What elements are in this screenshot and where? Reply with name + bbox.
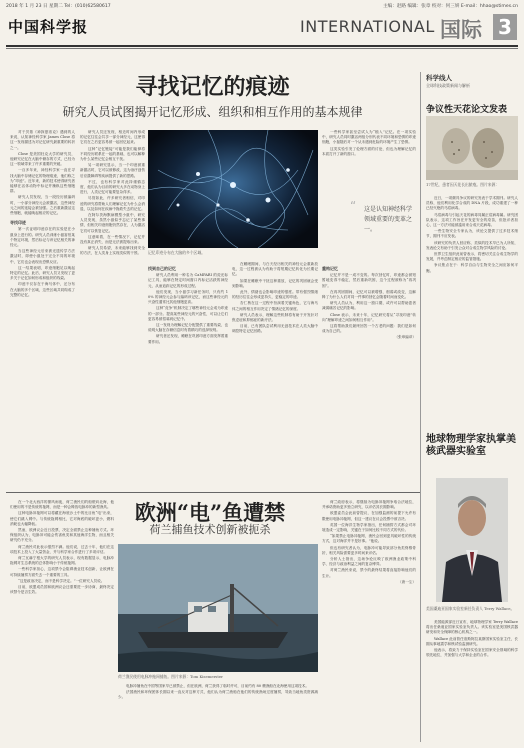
date-line bbox=[6, 3, 518, 13]
sidebar-story2-title: 地球物理学家执掌美核武器实验室 bbox=[426, 434, 516, 457]
lead-column-1: 对于贝基《神探夏洛克》遇到的人来说，认知神经科学家 James Close 将这一发现描述为对记忆研究最重要的转折之一。 Close 是美国杜克大学的研究员，他研究记忆在大脑中储存的方式，已经为这一领域带来了许多重要的突破。 一百多年来，神经科学家一直在寻找大脑中存储记忆的物理痕迹，他们称之为“印迹”。近年来，新的技术使得研究者能够在活体动物中标记并操纵这些细胞群。 研究人员发现，当一段经历被编码时，一小部分神经元会被激活，这些神经元之间的连接会被加强。之后重新激活这些细胞，就能唤起相应的记忆。 寻找印迹 第一次证明印迹存在的实验是在小鼠身上进行的。研究人员训练小鼠害怕某个特定环境，然后标记与该记忆相关的神经元。 当这些神经元后来被光遗传学方法激活时，即使小鼠处于完全不同的环境中，它们也会表现出恐惧反应。 这一结果表明，印迹细胞足以唤起特定的记忆。此后，研究人员又发现了更多关于记忆如何形成和组织的线索。 印迹不仅存在于海马体中，还分布在大脑的多个区域，这些区域共同构成了完整的记忆。 bbox=[10, 130, 75, 297]
page-number: 3 bbox=[493, 14, 517, 40]
photo-caption: 荷兰渔民使用电脉冲拖网捕鱼。图片来源：Tom Kisemerster bbox=[118, 674, 223, 679]
second-headline: 欧洲“电”鱼遭禁 bbox=[134, 500, 286, 525]
quote-mark-icon: “ bbox=[350, 199, 357, 213]
lead-column-4: 在睡眠期间，与白天经历相关的神经元会重新放电，这一过程被认为有助于将短期记忆转化为长期记忆。 如果在睡眠中干扰这种重放，记忆的巩固就会受到影响。 此外，情绪也会影响印迹的强度。带有强烈情绪的经历往往会形成更持久、更稳定的印迹。 杏仁核在这一过程中扮演着关键角色，它与海马体之间的相互作用决定了情绪记忆的深度。 研究人员表示，理解这些机制将有助于开发针对焦虑症和抑郁症的新疗法。 目前，已有团队尝试利用无创技术在人类大脑中调控特定记忆回路。 bbox=[232, 262, 318, 334]
section-name-english: INTERNATIONAL bbox=[300, 17, 435, 36]
person-portrait-image bbox=[436, 478, 508, 602]
column-divider bbox=[420, 72, 421, 742]
portrait-caption: 美国桑迪亚国家实验室新任负责人 Terry Wallace。 bbox=[426, 606, 515, 611]
sidebar-story-title: 争议性天花论文发表 bbox=[426, 105, 508, 115]
second-deck: 荷兰捕鱼技术创新被扼杀 bbox=[149, 523, 271, 536]
sidebar-story-body: 近日，一项颇具争议的研究发表于学术期刊。研究人员称，他们利用化学合成的 DNA 片段，成功重建了一种已经灭绝的马痘病毒。 马痘病毒与引起天花的病毒同属正痘病毒属。研究团队表示，这项工作旨在开发更安全的疫苗，但批评者担心，这一方法可能被滥用来合成天花病毒。 一些生物安全专家认为，该论文提供了过多技术细节，期刊不应发表。 该研究的负责人回应称，类似的技术早已为人所知，发表论文有助于引发公众对合成生物学风险的讨论。 世界卫生组织此前曾表示，将密切关注合成生物学的发展，并考虑制定相应的监管措施。 争议焦点在于：科学自由与生物安全之间应如何平衡。 bbox=[426, 196, 518, 273]
second-column-3: 荷兰政府表示，将继续为电脉冲拖网争取合法地位，并承诺资助更多独立研究，以评估其长期影响。 欧盟委员会此前曾提议，在加强监测的前提下允许有限使用电脉冲拖网，但这一建议在议会投票中被否决。 英国一位海洋生物学家指出，任何捕捞方式都会对环境造成一定影响，关键在于如何比较不同方式的代价。 “如果禁止电脉冲拖网，渔民会回到更具破坏性的传统方式，这对海洋并不是好事。”他说。 但也有研究者认为，电脉冲可能导致部分鱼类脊椎骨折，相关风险需要更多时间来评估。 分析人士指出，这场争论反映了欧洲渔业政策中科学、经济与政治利益之间的复杂博弈。 对荷兰渔民来说，禁令的最终结果将直接影响他们的生计。 （唐一尘） bbox=[322, 500, 416, 584]
sidebar-story2-body: 美国能源部近日宣布，地球物理学家 Terry Wallace 将出任桑迪亚国家实验室负责人。该实验室是美国核武器研发和安全保障的核心机构之一。 Wallace 此前曾任洛斯阿拉莫斯国家实验室主任，长期从事地震学和核试验监测研究。 他表示，将致力于保持实验室在国家安全领域的科学领先地位，并加强与大学和企业的合作。 bbox=[426, 620, 518, 658]
figure-caption: 记忆印迹分布在大脑的多个区域。 bbox=[148, 250, 205, 255]
pull-quote-text: 这是认知神经科学领域重要的变革之一。 bbox=[364, 206, 413, 233]
editor-credits: 主编：赵路 编辑：张章 校对：何三妍 E-mail：hhao@stimes.cn bbox=[383, 4, 518, 9]
header-rule bbox=[6, 45, 518, 47]
portrait-photo bbox=[436, 478, 508, 602]
historic-engraving-image bbox=[426, 116, 518, 180]
section-name-chinese: 国际 bbox=[440, 18, 482, 42]
second-byline: （唐一尘） bbox=[398, 579, 416, 584]
subhead-2: 找到自己的记忆 bbox=[148, 266, 176, 271]
neuron-network-image bbox=[148, 130, 318, 248]
trawler-image bbox=[118, 544, 318, 672]
sidebar-column-head: 科学线人 bbox=[426, 74, 452, 82]
subhead-1: 寻找印迹 bbox=[10, 220, 26, 226]
lead-byline: （张章编译） bbox=[394, 335, 416, 340]
brain-illustration bbox=[148, 130, 318, 248]
second-column-2: 电脉冲捕鱼在中国等国家早已被禁止，但在欧洲，荷兰获得了临时许可，目前约有 80 艘渔船在北海使用这项技术。 法国渔民和环保团体长期以来一直反对这种方式，他们认为荷兰渔船在他们的传统渔场过度捕捞，导致当地鱼类资源减少。 bbox=[118, 684, 318, 700]
lead-headline: 寻找记忆的痕迹 bbox=[135, 74, 290, 100]
smallpox-illustration bbox=[426, 116, 518, 180]
subhead-3: 重构记忆 bbox=[322, 266, 338, 271]
issue-date: 2018 年 1 月 23 日 星期二 Tel：(010)62580617 bbox=[6, 4, 111, 9]
lead-column-5-top: 一些科学家甚至尝试人为“植入”记忆。在一项实验中，研究人员同时激活两组分别代表不同环境和恐惧的印迹细胞，小鼠随后对一个从未遇到危险的环境产生了恐惧。 这类实验引发了伦理方面的讨论，但也为理解记忆的本质打开了新的窗口。 bbox=[322, 130, 416, 156]
lead-column-5: 重构记忆 记忆并不是一成不变的。每次回忆时，印迹都会被短暂地变得不稳定，然后重新巩固，这个过程被称为“再巩固”。 在再巩固期间，记忆可以被增强、削弱或改变，这解释了为什么人们对同一件事的回忆会随着时间而变化。 研究人员认为，利用这一窗口期，或许可以帮助患者减弱痛苦记忆的影响。 Close 表示，未来十年，记忆研究将从“寻找印迹”转向“理解印迹之间如何相互作用”。 这将帮助我们最终回答一个古老的问题：我们是如何成为自己的。 （张章编译） bbox=[322, 266, 416, 340]
lead-column-3: 找到自己的记忆 研究人员利用一种名为 CaMPARI 的荧光标记工具，能够在特定时间窗口内标记活跃的神经元，从而追踪记忆的形成过程。 他们发现，当小鼠学习新任务时，只有约 10% 的神经元会参与编码该记忆，而这些神经元的兴奋性通常比其他细胞更高。 这种“竞争”机制决定了哪些神经元会成为印迹的一部分。提高某些神经元的兴奋性，可以让它们更容易被招募到记忆中。 这一发现为理解记忆分配提供了重要线索，也说明大脑在存储信息时有着精巧的选择规则。 研究者还发现，睡眠在巩固印迹方面发挥着重要作用。 bbox=[148, 266, 228, 344]
masthead: 中国科学报 bbox=[8, 18, 89, 36]
lead-deck: 研究人员试图揭开记忆形成、组织和相互作用的基本规律 bbox=[62, 105, 363, 119]
fishing-boat-photo bbox=[118, 544, 318, 672]
pull-quote bbox=[350, 199, 416, 235]
sidebar-photo-caption: 17世纪，患者因天花长出脓疱。图片来源： bbox=[426, 182, 500, 187]
lead-column-2: 研究人员还发现，相近时间内形成的记忆往往会共享一部分神经元，这使得它们在之后更容易被一起回忆起来。 这种“记忆链接”可能是我们能够将不同经历联系在一起的基础，也可以解释为什么某些记忆会相互干扰。 另一项研究显示，当一个印迹被重新激活时，它可以被修改，这为治疗创伤后应激障碍等疾病提供了新的思路。 不过，也有科学家对此持谨慎态度，他们认为目前的研究大多在动物身上进行，人类记忆可能要复杂得多。 尽管如此，许多研究者相信，对印迹的研究将帮助人们理解记忆为什么会消退，以及如何在疾病中挽救失去的记忆。 在阿尔茨海默病模型小鼠中，研究人员发现，虽然小鼠似乎忘记了某些事情，但相关印迹细胞仍然存在，人为激活它们可以恢复记忆。 这意味着，在一些情况下，记忆并没有真正消失，而是无法被提取出来。 研究人员希望，未来能够找到安全的方法，在人类身上实现类似的干预。 bbox=[80, 130, 145, 256]
story-divider bbox=[6, 492, 420, 493]
header-rule-thin bbox=[6, 48, 518, 49]
second-column-1: 在一个北大西洋的暴风雨夜，荷兰渔民们的船驶向北海，他们使用的不是传统的拖网，而是一种会释放电脉冲的新型渔具。 这种电脉冲拖网可以将藏在海底沙土中的比目鱼“电”出来，使它们跳入网中。与传统拖网相比，它对海底的破坏更小，燃料消耗也大幅降低。 然而，欧洲议会近日投票，决定全面禁止这种捕鱼方式。环保组织认为，电脉冲可能会伤害鱼类和其他海洋生物，而且相关研究仍不充分。 荷兰渔民对此表示强烈不满。他们说，过去十年，他们在这项技术上投入了大量资金，并与科学家合作进行了多项评估。 荷兰瓦赫宁根大学的研究人员表示，现有数据显示，电脉冲拖网对生态系统的总体影响小于传统拖网。 一些科学家担心，这项禁令会阻碍渔业技术创新，让欧洲在可持续捕捞方面失去一个重要的工具。 “这是政治决定，而不是科学决定。”一位研究人员说。 目前，欧盟成员国和欧洲议会还需要进一步协商，最终决定该禁令是否生效。 bbox=[10, 500, 114, 595]
sidebar-column-sub: 全球科技政策新闻与解析 bbox=[426, 83, 470, 88]
